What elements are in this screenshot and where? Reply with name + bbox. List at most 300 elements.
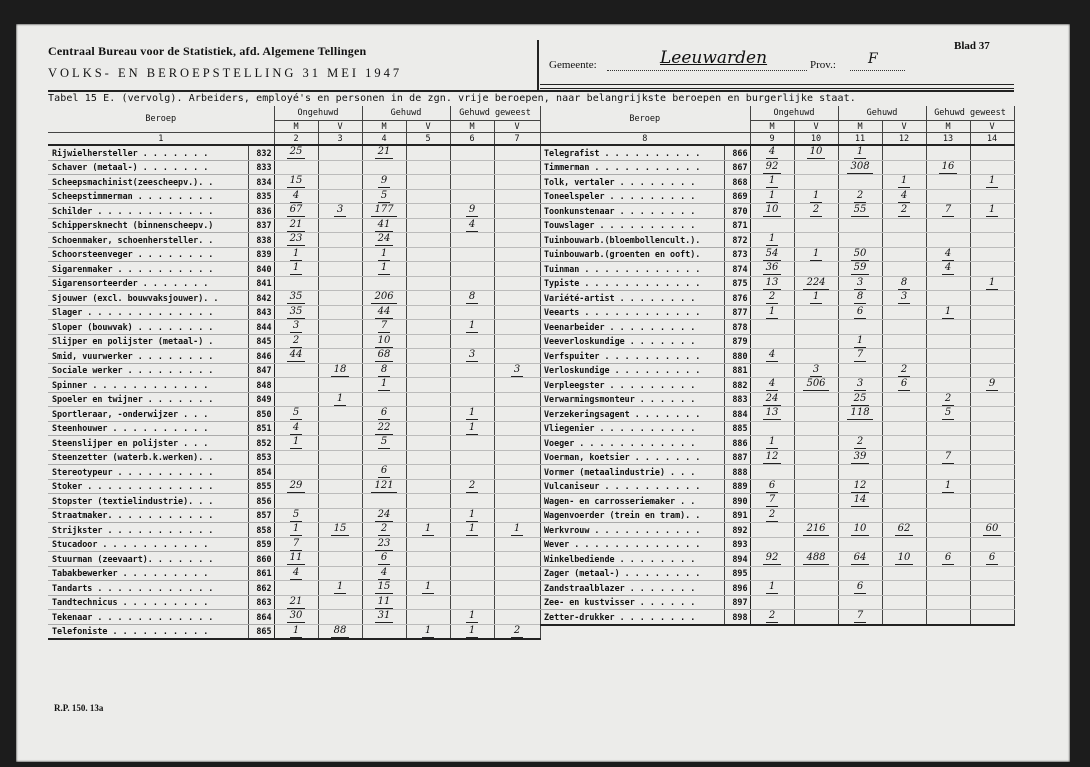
table-row — [540, 218, 1014, 233]
table-caption: Tabel 15 E. (vervolg). Arbeiders, employé's en personen in de zgn. vrije beroepen, naar belangrijkste beroepen en burgerlijke staat. — [48, 93, 856, 104]
count-cell — [406, 537, 450, 552]
count-cell — [318, 334, 362, 349]
occupation-name: Verloskundige . . . . . . . . . — [540, 363, 724, 378]
count-cell — [450, 523, 494, 538]
count-cell — [794, 276, 838, 291]
occupation-name: Stuurman (zeevaart). . . . . . . — [48, 552, 248, 567]
occupation-code: 877 — [724, 305, 750, 320]
occupation-name: Slager . . . . . . . . . . . . . — [48, 305, 248, 320]
occupation-code: 848 — [248, 378, 274, 393]
handwritten-count: 64 — [851, 552, 870, 565]
count-cell — [318, 421, 362, 436]
count-cell — [970, 537, 1014, 552]
count-cell — [882, 421, 926, 436]
count-cell — [750, 291, 794, 306]
occupation-code: 838 — [248, 233, 274, 248]
handwritten-count: 6 — [854, 581, 866, 594]
handwritten-count: 9 — [986, 378, 998, 391]
occupation-code: 834 — [248, 175, 274, 190]
handwritten-count: 2 — [854, 436, 866, 449]
count-cell — [406, 160, 450, 175]
count-cell — [274, 262, 318, 277]
count-cell — [750, 537, 794, 552]
handwritten-count: 22 — [375, 422, 394, 435]
count-cell — [882, 233, 926, 248]
handwritten-count: 7 — [854, 349, 866, 362]
count-cell — [750, 262, 794, 277]
count-cell — [494, 334, 540, 349]
count-cell — [318, 276, 362, 291]
prov-value: F — [868, 51, 878, 67]
occupation-name: Vulcaniseur . . . . . . . . . . — [540, 479, 724, 494]
count-cell — [494, 349, 540, 364]
count-cell — [318, 508, 362, 523]
occupation-name: Wagen- en carrosseriemaker . . — [540, 494, 724, 509]
handwritten-count: 1 — [810, 190, 822, 203]
occupation-code: 861 — [248, 566, 274, 581]
table-row — [48, 189, 540, 204]
handwritten-count: 5 — [290, 407, 302, 420]
header-divider — [537, 40, 539, 90]
count-cell — [406, 581, 450, 596]
occupation-name: Tekenaar . . . . . . . . . . . . — [48, 610, 248, 625]
count-cell — [794, 552, 838, 567]
count-cell — [794, 349, 838, 364]
count-cell — [750, 175, 794, 190]
count-cell — [838, 233, 882, 248]
handwritten-count: 3 — [810, 364, 822, 377]
count-cell — [970, 436, 1014, 451]
table-row — [540, 581, 1014, 596]
occupation-name: Veeverloskundige . . . . . . . — [540, 334, 724, 349]
occupation-code: 883 — [724, 392, 750, 407]
table-row — [48, 494, 540, 509]
count-cell — [406, 508, 450, 523]
occupation-code: 839 — [248, 247, 274, 262]
count-cell — [406, 552, 450, 567]
count-cell — [494, 247, 540, 262]
count-cell — [318, 233, 362, 248]
count-cell — [274, 421, 318, 436]
count-cell — [494, 523, 540, 538]
handwritten-count: 1 — [466, 407, 478, 420]
occupation-code: 855 — [248, 479, 274, 494]
table-row — [48, 610, 540, 625]
count-cell — [838, 276, 882, 291]
count-cell — [274, 276, 318, 291]
occupation-code: 876 — [724, 291, 750, 306]
col-m: M — [274, 121, 318, 133]
caption-rule — [48, 90, 1014, 92]
count-cell — [970, 479, 1014, 494]
occupation-name: Zager (metaal-) . . . . . . . . — [540, 566, 724, 581]
occupation-code: 890 — [724, 494, 750, 509]
table-row — [48, 262, 540, 277]
count-cell — [450, 305, 494, 320]
count-cell — [882, 262, 926, 277]
table-row — [48, 421, 540, 436]
table-row — [540, 392, 1014, 407]
table-row — [540, 262, 1014, 277]
count-cell — [362, 421, 406, 436]
count-cell — [450, 595, 494, 610]
count-cell — [406, 392, 450, 407]
table-row — [48, 465, 540, 480]
count-cell — [318, 566, 362, 581]
count-cell — [450, 392, 494, 407]
occupation-name: Veenarbeider . . . . . . . . . — [540, 320, 724, 335]
handwritten-count: 2 — [378, 523, 390, 536]
occupation-name: Rijwielhersteller . . . . . . . — [48, 145, 248, 160]
gemeente-label: Gemeente: — [549, 59, 597, 71]
col-number: 7 — [494, 133, 540, 146]
count-cell — [794, 204, 838, 219]
count-cell — [882, 436, 926, 451]
handwritten-count: 1 — [898, 175, 910, 188]
count-cell — [274, 247, 318, 262]
count-cell — [750, 378, 794, 393]
occupation-name: Timmerman . . . . . . . . . . . — [540, 160, 724, 175]
handwritten-count: 21 — [375, 146, 394, 159]
col-number: 9 — [750, 133, 794, 146]
occupation-name: Zandstraalblazer . . . . . . . — [540, 581, 724, 596]
count-cell — [450, 247, 494, 262]
count-cell — [406, 407, 450, 422]
table-row — [540, 204, 1014, 219]
count-cell — [362, 523, 406, 538]
handwritten-count: 6 — [378, 465, 390, 478]
occupation-name: Sloper (bouwvak) . . . . . . . . — [48, 320, 248, 335]
occupation-code: 835 — [248, 189, 274, 204]
count-cell — [970, 175, 1014, 190]
occupation-code: 840 — [248, 262, 274, 277]
occupation-code: 874 — [724, 262, 750, 277]
count-cell — [750, 566, 794, 581]
count-cell — [318, 465, 362, 480]
count-cell — [274, 508, 318, 523]
handwritten-count: 1 — [466, 509, 478, 522]
count-cell — [750, 204, 794, 219]
count-cell — [882, 160, 926, 175]
count-cell — [362, 595, 406, 610]
count-cell — [750, 508, 794, 523]
count-cell — [794, 494, 838, 509]
count-cell — [362, 349, 406, 364]
handwritten-count: 10 — [851, 523, 870, 536]
col-gehuwd-geweest: Gehuwd geweest — [450, 106, 540, 121]
count-cell — [494, 378, 540, 393]
count-cell — [838, 378, 882, 393]
count-cell — [450, 233, 494, 248]
count-cell — [926, 508, 970, 523]
count-cell — [494, 305, 540, 320]
handwritten-count: 2 — [898, 364, 910, 377]
count-cell — [882, 537, 926, 552]
count-cell — [926, 465, 970, 480]
handwritten-count: 13 — [763, 407, 782, 420]
count-cell — [274, 392, 318, 407]
handwritten-count: 4 — [942, 248, 954, 261]
table-row — [48, 378, 540, 393]
col-v: V — [406, 121, 450, 133]
occupation-name: Spoeler en twijner . . . . . . . — [48, 392, 248, 407]
count-cell — [406, 566, 450, 581]
count-cell — [926, 262, 970, 277]
occupation-name: Telegrafist . . . . . . . . . . — [540, 145, 724, 160]
handwritten-count: 4 — [766, 349, 778, 362]
handwritten-count: 1 — [378, 378, 390, 391]
handwritten-count: 1 — [466, 610, 478, 623]
handwritten-count: 4 — [942, 262, 954, 275]
count-cell — [362, 479, 406, 494]
count-cell — [494, 581, 540, 596]
occupation-code: 870 — [724, 204, 750, 219]
count-cell — [494, 175, 540, 190]
handwritten-count: 36 — [763, 262, 782, 275]
count-cell — [274, 320, 318, 335]
count-cell — [882, 218, 926, 233]
count-cell — [838, 581, 882, 596]
occupation-code: 894 — [724, 552, 750, 567]
handwritten-count: 7 — [766, 494, 778, 507]
count-cell — [406, 247, 450, 262]
handwritten-count: 1 — [810, 291, 822, 304]
count-cell — [750, 218, 794, 233]
handwritten-count: 488 — [803, 552, 828, 565]
count-cell — [494, 479, 540, 494]
count-cell — [318, 204, 362, 219]
count-cell — [970, 320, 1014, 335]
occupation-code: 896 — [724, 581, 750, 596]
table-row — [48, 145, 540, 160]
count-cell — [494, 145, 540, 160]
count-cell — [794, 291, 838, 306]
count-cell — [970, 523, 1014, 538]
count-cell — [406, 436, 450, 451]
occupation-name: Steenhouwer . . . . . . . . . . — [48, 421, 248, 436]
count-cell — [750, 247, 794, 262]
count-cell — [362, 291, 406, 306]
count-cell — [794, 436, 838, 451]
count-cell — [274, 363, 318, 378]
handwritten-count: 23 — [287, 233, 306, 246]
col-v: V — [794, 121, 838, 133]
count-cell — [274, 624, 318, 639]
handwritten-count: 8 — [898, 277, 910, 290]
count-cell — [406, 624, 450, 639]
col-number: 1 — [48, 133, 274, 146]
header-rule — [540, 84, 1014, 85]
col-gehuwd: Gehuwd — [362, 106, 450, 121]
occupation-name: Schoenmaker, schoenhersteller. . — [48, 233, 248, 248]
handwritten-count: 8 — [854, 291, 866, 304]
handwritten-count: 1 — [854, 335, 866, 348]
count-cell — [750, 581, 794, 596]
handwritten-count: 1 — [290, 625, 302, 638]
handwritten-count: 25 — [287, 146, 306, 159]
count-cell — [882, 392, 926, 407]
count-cell — [882, 610, 926, 625]
count-cell — [450, 465, 494, 480]
col-m: M — [450, 121, 494, 133]
count-cell — [970, 581, 1014, 596]
count-cell — [882, 508, 926, 523]
handwritten-count: 3 — [511, 364, 523, 377]
occupation-code: 853 — [248, 450, 274, 465]
count-cell — [274, 145, 318, 160]
occupation-name: Schoorsteenveger . . . . . . . . — [48, 247, 248, 262]
handwritten-count: 6 — [378, 407, 390, 420]
table-row — [540, 378, 1014, 393]
handwritten-count: 4 — [378, 567, 390, 580]
count-cell — [926, 581, 970, 596]
count-cell — [450, 479, 494, 494]
occupation-code: 868 — [724, 175, 750, 190]
handwritten-count: 2 — [854, 190, 866, 203]
count-cell — [794, 610, 838, 625]
handwritten-count: 1 — [378, 262, 390, 275]
count-cell — [494, 494, 540, 509]
count-cell — [750, 610, 794, 625]
count-cell — [406, 363, 450, 378]
table-row — [48, 508, 540, 523]
count-cell — [450, 160, 494, 175]
count-cell — [450, 566, 494, 581]
count-cell — [970, 160, 1014, 175]
count-cell — [494, 595, 540, 610]
count-cell — [926, 407, 970, 422]
count-cell — [406, 189, 450, 204]
count-cell — [494, 407, 540, 422]
agency-name: Centraal Bureau voor de Statistiek, afd. Algemene Tellingen — [48, 44, 367, 58]
count-cell — [882, 479, 926, 494]
occupation-code: 851 — [248, 421, 274, 436]
count-cell — [794, 305, 838, 320]
table-row — [540, 349, 1014, 364]
occupation-name: Scheepsmachinist(zeescheepv.). . — [48, 175, 248, 190]
count-cell — [794, 175, 838, 190]
occupation-name: Zetter-drukker . . . . . . . . — [540, 610, 724, 625]
count-cell — [274, 349, 318, 364]
col-number: 13 — [926, 133, 970, 146]
col-v: V — [970, 121, 1014, 133]
count-cell — [406, 349, 450, 364]
handwritten-count: 1 — [334, 581, 346, 594]
count-cell — [274, 305, 318, 320]
count-cell — [406, 233, 450, 248]
handwritten-count: 2 — [511, 625, 523, 638]
count-cell — [794, 450, 838, 465]
count-cell — [838, 320, 882, 335]
occupation-name: Steenzetter (waterb.k.werken). . — [48, 450, 248, 465]
handwritten-count: 11 — [287, 552, 306, 565]
count-cell — [882, 276, 926, 291]
occupation-code: 884 — [724, 407, 750, 422]
count-cell — [926, 291, 970, 306]
handwritten-count: 118 — [847, 407, 872, 420]
occupation-name: Typiste . . . . . . . . . . . . — [540, 276, 724, 291]
col-m: M — [926, 121, 970, 133]
handwritten-count: 3 — [898, 291, 910, 304]
count-cell — [274, 233, 318, 248]
count-cell — [794, 189, 838, 204]
count-cell — [406, 291, 450, 306]
count-cell — [362, 189, 406, 204]
table-row — [540, 363, 1014, 378]
occupation-code: 837 — [248, 218, 274, 233]
count-cell — [838, 494, 882, 509]
count-cell — [926, 334, 970, 349]
count-cell — [970, 450, 1014, 465]
count-cell — [926, 479, 970, 494]
count-cell — [882, 465, 926, 480]
count-cell — [794, 581, 838, 596]
table-row — [48, 595, 540, 610]
count-cell — [450, 421, 494, 436]
count-cell — [494, 276, 540, 291]
count-cell — [794, 262, 838, 277]
count-cell — [838, 189, 882, 204]
count-cell — [318, 450, 362, 465]
count-cell — [450, 378, 494, 393]
count-cell — [318, 392, 362, 407]
count-cell — [494, 610, 540, 625]
col-number: 2 — [274, 133, 318, 146]
count-cell — [450, 204, 494, 219]
occupation-code: 833 — [248, 160, 274, 175]
handwritten-count: 1 — [422, 581, 434, 594]
occupation-table-right — [540, 106, 1015, 626]
occupation-name: Verzekeringsagent . . . . . . . — [540, 407, 724, 422]
col-gehuwd-geweest: Gehuwd geweest — [926, 106, 1014, 121]
table-row — [48, 175, 540, 190]
count-cell — [838, 595, 882, 610]
count-cell — [318, 552, 362, 567]
col-number: 12 — [882, 133, 926, 146]
count-cell — [794, 145, 838, 160]
handwritten-count: 6 — [378, 552, 390, 565]
count-cell — [838, 349, 882, 364]
handwritten-count: 1 — [766, 190, 778, 203]
count-cell — [274, 566, 318, 581]
count-cell — [838, 436, 882, 451]
occupation-name: Smid, vuurwerker . . . . . . . . — [48, 349, 248, 364]
count-cell — [450, 145, 494, 160]
count-cell — [882, 378, 926, 393]
occupation-code: 873 — [724, 247, 750, 262]
table-row — [48, 363, 540, 378]
handwritten-count: 2 — [942, 393, 954, 406]
handwritten-count: 1 — [766, 581, 778, 594]
col-m: M — [750, 121, 794, 133]
count-cell — [362, 566, 406, 581]
handwritten-count: 1 — [378, 248, 390, 261]
occupation-name: Vormer (metaalindustrie) . . . — [540, 465, 724, 480]
count-cell — [970, 465, 1014, 480]
table-row — [48, 204, 540, 219]
occupation-name: Touwslager . . . . . . . . . . — [540, 218, 724, 233]
count-cell — [450, 175, 494, 190]
table-row — [48, 320, 540, 335]
count-cell — [926, 189, 970, 204]
count-cell — [362, 204, 406, 219]
handwritten-count: 1 — [466, 422, 478, 435]
occupation-name: Stucadoor . . . . . . . . . . . — [48, 537, 248, 552]
count-cell — [750, 276, 794, 291]
count-cell — [274, 407, 318, 422]
col-ongehuwd: Ongehuwd — [274, 106, 362, 121]
occupation-name: Tandtechnicus . . . . . . . . . — [48, 595, 248, 610]
